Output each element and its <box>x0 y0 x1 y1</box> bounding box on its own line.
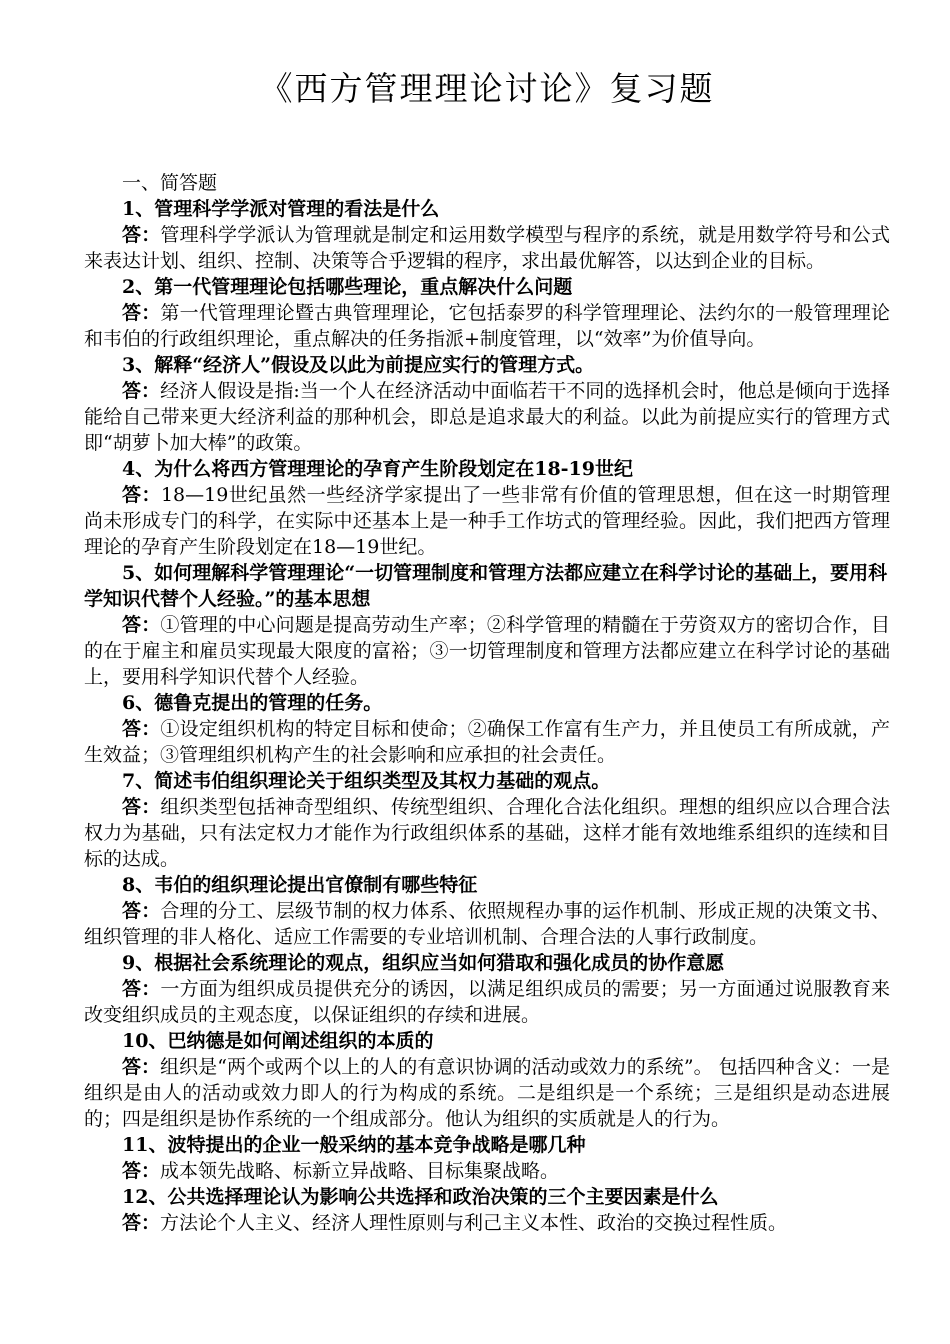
question-11: 11、波特提出的企业一般采纳的基本竞争战略是哪几种 <box>122 1134 586 1156</box>
document-body <box>84 170 890 1236</box>
qa-item-10 <box>84 1028 890 1132</box>
qa-item-9 <box>84 950 890 1028</box>
answer-label: 答： <box>122 224 161 246</box>
page-title: 《西方管理理论讨论》复习题 <box>259 69 715 108</box>
question-2: 2、第一代管理理论包括哪些理论，重点解决什么问题 <box>122 276 573 298</box>
question-12: 12、公共选择理论认为影响公共选择和政治决策的三个主要因素是什么 <box>122 1186 719 1208</box>
qa-item-5 <box>84 560 890 690</box>
question-6: 6、德鲁克提出的管理的任务。 <box>122 692 383 714</box>
answer-label: 答： <box>122 1212 161 1234</box>
answer-label: 答： <box>122 978 161 1000</box>
answer-label: 答： <box>122 1056 161 1078</box>
answer-text: 合理的分工、层级节制的权力体系、依照规程办事的运作机制、形成正规的决策文书、组织管理的非人格化、适应工作需要的专业培训机制、合理合法的人事行政制度。 <box>84 900 890 948</box>
question-5: 5、如何理解科学管理理论“一切管理制度和管理方法都应建立在科学讨论的基础上，要用科学知识代替个人经验。”的基本思想 <box>84 562 888 610</box>
answer-2 <box>84 300 890 352</box>
answer-text: ①设定组织机构的特定目标和使命；②确保工作富有生产力，并且使员工有所成就，产生效益；③管理组织机构产生的社会影响和应承担的社会责任。 <box>84 718 890 766</box>
question-8: 8、韦伯的组织理论提出官僚制有哪些特征 <box>122 874 478 896</box>
answer-7 <box>84 794 890 872</box>
answer-8 <box>84 898 890 950</box>
qa-item-8 <box>84 872 890 950</box>
answer-text: 第一代管理理论暨古典管理理论，它包括泰罗的科学管理理论、法约尔的一般管理理论和韦伯的行政组织理论，重点解决的任务指派+制度管理，以“效率”为价值导向。 <box>84 302 890 350</box>
answer-12 <box>84 1210 890 1236</box>
answer-label: 答： <box>122 900 161 922</box>
answer-label: 答： <box>122 718 161 740</box>
answer-label: 答： <box>122 484 161 506</box>
question-10: 10、巴纳德是如何阐述组织的本质的 <box>122 1030 434 1052</box>
answer-text: 一方面为组织成员提供充分的诱因，以满足组织成员的需要；另一方面通过说服教育来改变组织成员的主观态度，以保证组织的存续和进展。 <box>84 978 890 1026</box>
qa-item-2 <box>84 274 890 352</box>
qa-item-11 <box>84 1132 890 1184</box>
answer-text: 成本领先战略、标新立异战略、目标集聚战略。 <box>160 1160 560 1182</box>
answer-10 <box>84 1054 890 1132</box>
answer-text: 组织是“两个或两个以上的人的有意识协调的活动或效力的系统”。 包括四种含义：一是组织是由人的活动或效力即人的行为构成的系统。二是组织是一个系统；三是组织是动态进展的；四是组织是协作系统的一个组成部分。他认为组织的实质就是人的行为。 <box>84 1056 890 1130</box>
section-heading: 一、简答题 <box>122 172 218 194</box>
answer-text: 方法论个人主义、经济人理性原则与利己主义本性、政治的交换过程性质。 <box>160 1212 788 1234</box>
qa-item-4 <box>84 456 890 560</box>
answer-label: 答： <box>122 614 161 636</box>
question-1: 1、管理科学学派对管理的看法是什么 <box>122 198 440 220</box>
answer-text: 管理科学学派认为管理就是制定和运用数学模型与程序的系统，就是用数学符号和公式来表达计划、组织、控制、决策等合乎逻辑的程序，求出最优解答，以达到企业的目标。 <box>84 224 890 272</box>
answer-label: 答： <box>122 1160 161 1182</box>
qa-item-6 <box>84 690 890 768</box>
question-3: 3、解释“经济人”假设及以此为前提应实行的管理方式。 <box>122 354 595 376</box>
qa-item-3 <box>84 352 890 456</box>
answer-text: ①管理的中心问题是提高劳动生产率；②科学管理的精髓在于劳资双方的密切合作，目的在于雇主和雇员实现最大限度的富裕；③一切管理制度和管理方法都应建立在科学讨论的基础上，要用科学知识代替个人经验。 <box>84 614 890 688</box>
question-9: 9、根据社会系统理论的观点，组织应当如何猎取和强化成员的协作意愿 <box>122 952 725 974</box>
answer-11 <box>84 1158 890 1184</box>
answer-text: 18—19世纪虽然一些经济学家提出了一些非常有价值的管理思想，但在这一时期管理尚未形成专门的科学，在实际中还基本上是一种手工作坊式的管理经验。因此，我们把西方管理理论的孕育产生阶段划定在18—19世纪。 <box>84 484 890 558</box>
answer-3 <box>84 378 890 456</box>
answer-6 <box>84 716 890 768</box>
answer-label: 答： <box>122 380 161 402</box>
qa-item-1 <box>84 196 890 274</box>
answer-1 <box>84 222 890 274</box>
answer-text: 经济人假设是指:当一个人在经济活动中面临若干不同的选择机会时，他总是倾向于选择能给自己带来更大经济利益的那种机会，即总是追求最大的利益。以此为前提应实行的管理方式即“胡萝卜加大棒”的政策。 <box>84 380 890 454</box>
qa-item-12 <box>84 1184 890 1236</box>
answer-4 <box>84 482 890 560</box>
question-7: 7、简述韦伯组织理论关于组织类型及其权力基础的观点。 <box>122 770 611 792</box>
answer-9 <box>84 976 890 1028</box>
qa-item-7 <box>84 768 890 872</box>
question-4: 4、为什么将西方管理理论的孕育产生阶段划定在18-19世纪 <box>122 458 633 480</box>
answer-5 <box>84 612 890 690</box>
answer-label: 答： <box>122 302 161 324</box>
answer-text: 组织类型包括神奇型组织、传统型组织、合理化合法化组织。理想的组织应以合理合法权力为基础，只有法定权力才能作为行政组织体系的基础，这样才能有效地维系组织的连续和目标的达成。 <box>84 796 890 870</box>
answer-label: 答： <box>122 796 161 818</box>
